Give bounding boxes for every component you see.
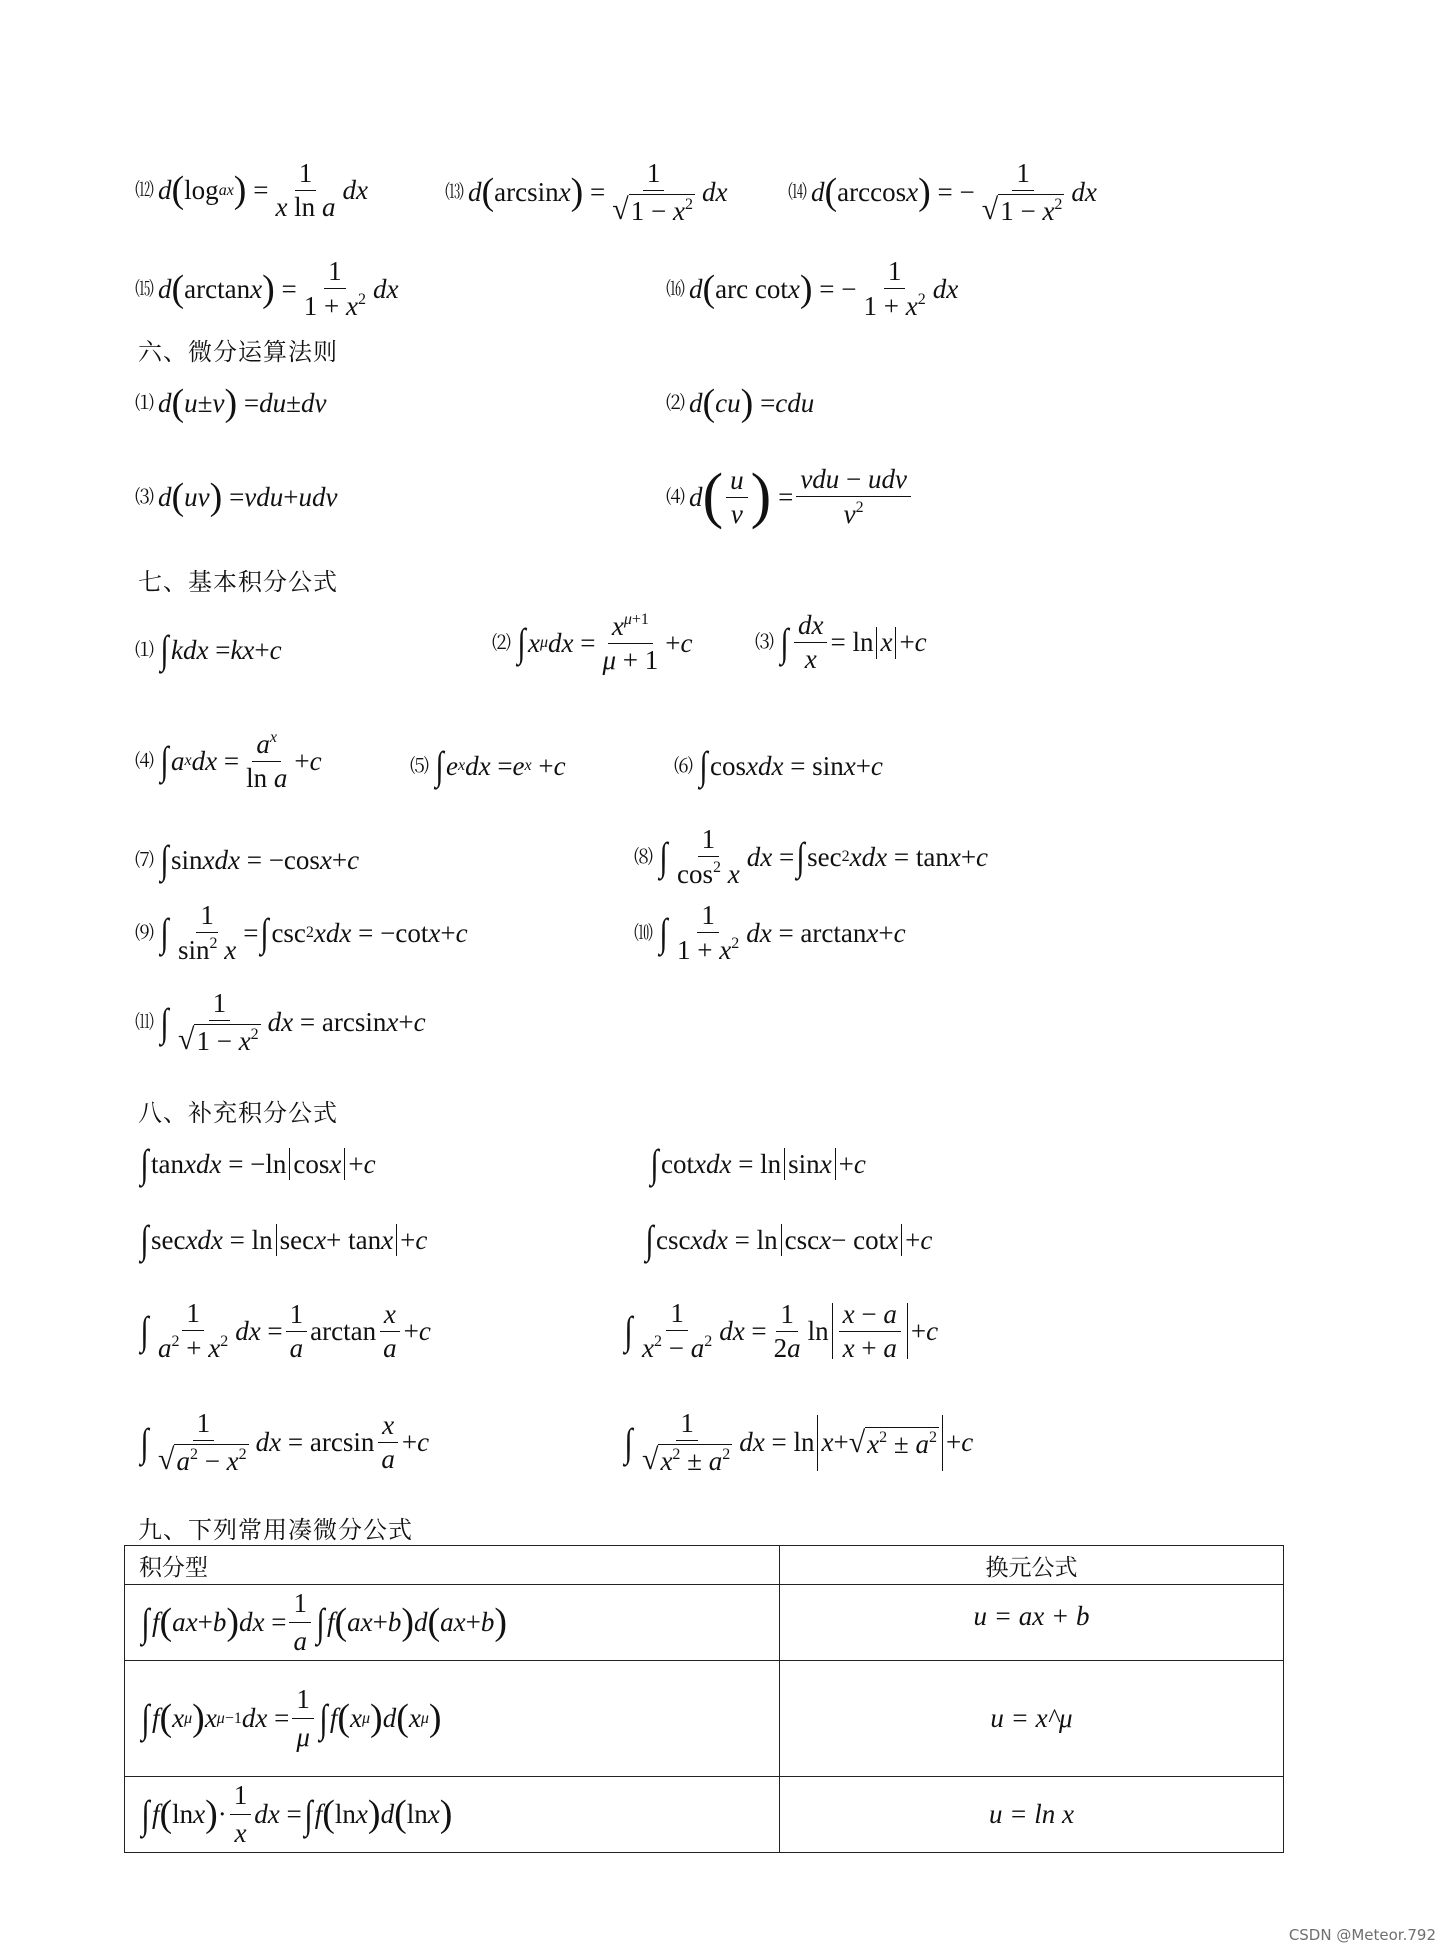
- formula-number: ⑶: [135, 486, 155, 508]
- table-cell-substitution: u = ln x: [780, 1777, 1284, 1853]
- formula-int-sqrt-a2-minus-x2: ∫ 1 √ $a^2 - x^2$ dx = arcsin $\frac{x}{a}$ + c: [140, 1408, 430, 1476]
- formula-int-sec: ∫ sec xdx = ln sec x + tan x + c: [140, 1217, 428, 1262]
- formula-int-k: ⑴ ∫ kdx = kx + c: [135, 627, 282, 672]
- formula-d-log: ⑿ d ( log a x ) = $\frac{1}{\text{x ln a}}$ dx: [135, 158, 368, 222]
- formula-diff-quotient: ⑷ d ( $\frac{u}{v}$ ) = $\frac{\text{vdu − udv}}{v^2}$: [666, 466, 914, 528]
- table-cell-substitution: u = x^μ: [780, 1661, 1284, 1777]
- table-header-integral-form: 积分型: [125, 1546, 780, 1585]
- formula-int-sec2: ⑻ ∫ $\frac{1}{\cos^2 x}$ dx = ∫ sec 2 xdx = tan x + c: [634, 824, 989, 889]
- formula-number: ⑺: [135, 849, 155, 871]
- table-row: [125, 1585, 1284, 1661]
- formula-int-exp-e: ⑸ ∫ e x dx = e x + c: [410, 743, 566, 788]
- formula-int-cot: ∫ cot xdx = ln sin x + c: [650, 1141, 866, 1186]
- formula-int-arcsin: ⑾ ∫ 1 √ $1 - x^2$ dx = arcsin x + c: [135, 988, 426, 1056]
- formula-diff-sum: ⑴ d ( u ± v ) = du ± dv: [135, 382, 327, 424]
- formula-int-sin: ⑺ ∫ sin xdx = −cos x + c: [135, 837, 360, 882]
- formula-d-arcsin: ⒀ d ( arcsin x ) = 1 √ $1 - x^2$ dx: [445, 158, 728, 226]
- formula-int-power: ⑵ ∫ x μ dx = $\frac{x^{\mu+1}}{\mu + 1}$ + c: [492, 611, 693, 675]
- formula-number: ⒁: [788, 182, 808, 203]
- formula-int-arctan: ⑽ ∫ $\frac{1}{1 + x^2}$ dx = arctan x + c: [634, 900, 906, 965]
- formula-number: ⑵: [666, 392, 686, 414]
- substitution-table: [124, 1545, 1284, 1853]
- formula-number: ⑴: [135, 392, 155, 414]
- table-row: [125, 1777, 1284, 1853]
- formula-int-exp-a: ⑷ ∫ a x dx = $\frac{a^x}{\text{ln a}}$ + c: [135, 729, 322, 793]
- formula-diff-const: ⑵ d ( cu ) = cdu: [666, 382, 815, 424]
- section-heading-8: 八、补充积分公式: [138, 1099, 338, 1127]
- table-cell-integral: ∫ f ( x μ ) x μ−1 dx = $\frac{1}{\mu}$ ∫ f ( x μ ) d ( x μ ): [125, 1661, 780, 1777]
- formula-d-arccos: ⒁ d ( arccos x ) = − 1 √ $1 - x^2$ dx: [788, 158, 1097, 226]
- formula-int-x2-minus-a2: ∫ $\frac{1}{x^2 - a^2}$ dx = $\frac{1}{2a}$ ln $\frac{x - a}{x + a}$ + c: [624, 1298, 939, 1363]
- formula-number: ⑿: [135, 180, 155, 201]
- formula-number: ⑸: [410, 755, 430, 777]
- section-heading-9: 九、下列常用凑微分公式: [138, 1516, 413, 1544]
- formula-number: ⑷: [666, 486, 686, 508]
- formula-d-arctan: ⒂ d ( arctan x ) = $\frac{1}{1 + x^2}$ dx: [135, 256, 399, 321]
- formula-int-csc: ∫ csc xdx = ln csc x − cot x + c: [645, 1217, 933, 1262]
- formula-number: ⑽: [634, 922, 654, 944]
- formula-int-cos: ⑹ ∫ cos xdx = sin x + c: [674, 743, 883, 788]
- table-cell-integral: ∫ f ( ax + b ) dx = $\frac{1}{a}$ ∫ f ( ax + b ) d ( ax + b ): [125, 1585, 780, 1661]
- table-header-substitution: 换元公式: [780, 1546, 1284, 1585]
- formula-number: ⑵: [492, 632, 512, 654]
- table-row: [125, 1661, 1284, 1777]
- table-header-row: [125, 1546, 1284, 1585]
- formula-number: ⑹: [674, 755, 694, 777]
- formula-number: ⒀: [445, 182, 465, 203]
- formula-number: ⒂: [135, 278, 155, 300]
- formula-number: ⑴: [135, 639, 155, 661]
- formula-number: ⑶: [755, 632, 775, 653]
- section-heading-6: 六、微分运算法则: [138, 338, 338, 366]
- table-cell-substitution: u = ax + b: [780, 1585, 1284, 1661]
- formula-int-reciprocal: ⑶ ∫ $\frac{dx}{x}$ = ln x + c: [755, 610, 927, 674]
- formula-int-sqrt-x2-pm-a2: ∫ 1 √ $x^2 \pm a^2$ dx = ln x + √ $x^2 \pm a^2$ + c: [624, 1408, 974, 1476]
- formula-number: ⑷: [135, 750, 155, 772]
- watermark: CSDN @Meteor.792: [1288, 1926, 1436, 1944]
- formula-int-csc2: ⑼ ∫ $\frac{1}{\sin^2 x}$ = ∫ csc 2 xdx = −cot x + c: [135, 900, 468, 965]
- formula-number: ⑼: [135, 922, 155, 944]
- formula-diff-product: ⑶ d ( uv ) = vdu + udv: [135, 476, 338, 518]
- section-heading-7: 七、基本积分公式: [138, 568, 338, 596]
- formula-number: ⑻: [634, 846, 654, 868]
- formula-number: ⒃: [666, 278, 686, 300]
- formula-int-a2-plus-x2: ∫ $\frac{1}{a^2 + x^2}$ dx = $\frac{1}{a}$ arctan $\frac{x}{a}$ + c: [140, 1298, 431, 1363]
- table-cell-integral: ∫ f ( ln x ) · $\frac{1}{x}$ dx = ∫ f ( ln x ) d ( ln x ): [125, 1777, 780, 1853]
- formula-d-arccot: ⒃ d ( arc cot x ) = − $\frac{1}{1 + x^2}$ dx: [666, 256, 959, 321]
- formula-int-tan: ∫ tan xdx = −ln cos x + c: [140, 1141, 376, 1186]
- formula-number: ⑾: [135, 1012, 155, 1033]
